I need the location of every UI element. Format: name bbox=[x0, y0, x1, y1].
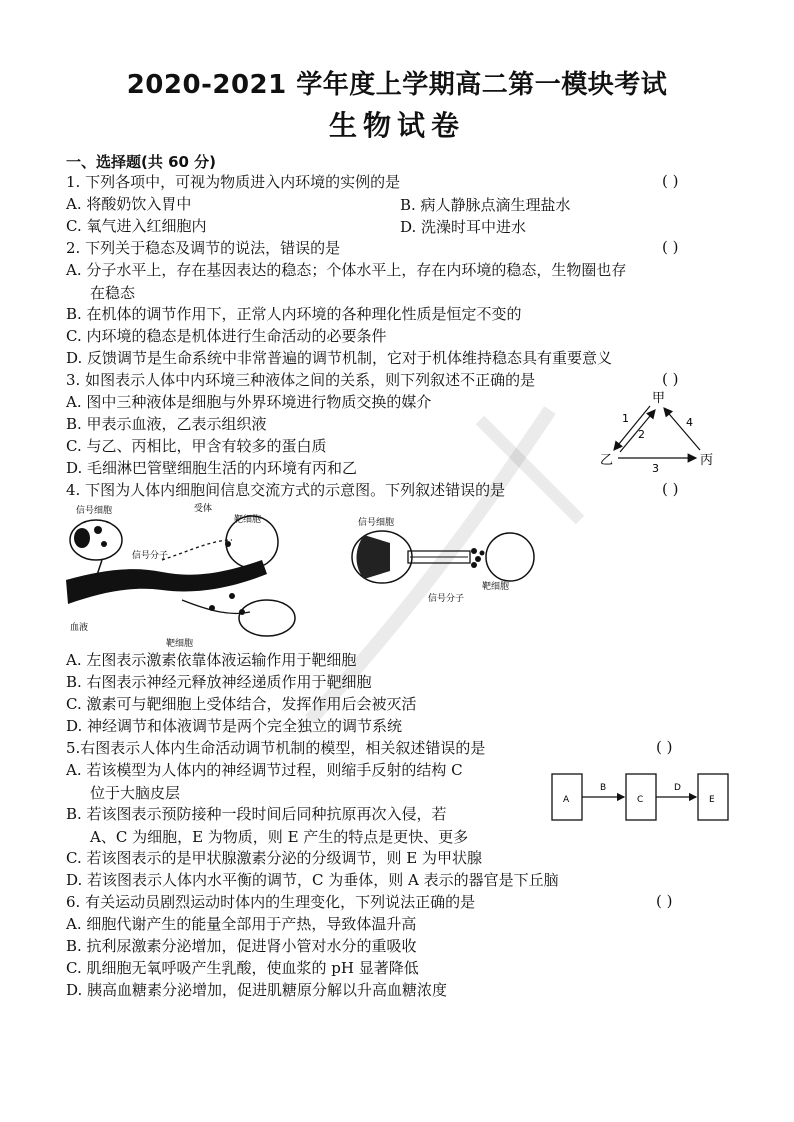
q2-answer-paren: ( ) bbox=[662, 238, 679, 256]
q3-option-b: B. 甲表示血液，乙表示组织液 bbox=[66, 415, 267, 433]
q4l-receptor-label: 受体 bbox=[194, 504, 213, 514]
q6-option-d: D. 胰高血糖素分泌增加，促进肌糖原分解以升高血糖浓度 bbox=[66, 981, 448, 999]
q4l-cell-label: 靶细胞 bbox=[234, 515, 262, 525]
q4-option-d: D. 神经调节和体液调节是两个完全独立的调节系统 bbox=[66, 717, 403, 735]
q3-arrow-2: 2 bbox=[638, 428, 645, 441]
q5-option-d: D. 若该图表示人体内水平衡的调节，C 为垂体，则 A 表示的器官是下丘脑 bbox=[66, 871, 559, 889]
q5-box-a-label: A bbox=[563, 795, 570, 805]
q3-option-c: C. 与乙、丙相比，甲含有较多的蛋白质 bbox=[66, 437, 327, 455]
q2-option-b: B. 在机体的调节作用下，正常人内环境的各种理化性质是恒定不变的 bbox=[66, 305, 522, 323]
q4-right-figure bbox=[350, 515, 550, 615]
q4l-blood-vessel bbox=[66, 560, 267, 604]
q5-option-b-line2: A、C 为细胞，E 为物质，则 E 产生的特点是更快、更多 bbox=[90, 828, 469, 846]
q2-option-c: C. 内环境的稳态是机体进行生命活动的必要条件 bbox=[66, 327, 387, 345]
q4l-target-cell-label: 靶细胞 bbox=[166, 639, 194, 648]
q6-option-b: B. 抗利尿激素分泌增加，促进肾小管对水分的重吸收 bbox=[66, 937, 417, 955]
q3-stem: 3. 如图表示人体中内环境三种液体之间的关系，则下列叙述不正确的是 bbox=[66, 371, 536, 389]
q5-model-diagram bbox=[548, 770, 732, 826]
page-subtitle: 生物试卷 bbox=[328, 109, 465, 142]
q5-option-a-line2: 位于大脑皮层 bbox=[90, 784, 181, 802]
q4-option-b: B. 右图表示神经元释放神经递质作用于靶细胞 bbox=[66, 673, 372, 691]
q4l-blood-label: 血液 bbox=[70, 623, 89, 633]
q6-stem: 6. 有关运动员剧烈运动时体内的生理变化，下列说法正确的是 bbox=[66, 893, 476, 911]
q2-option-a-line1: A. 分子水平上，存在基因表达的稳态；个体水平上，存在内环境的稳态，生物圈也存 bbox=[66, 261, 627, 279]
q5-answer-paren: ( ) bbox=[656, 738, 673, 756]
q3-option-a: A. 图中三种液体是细胞与外界环境进行物质交换的媒介 bbox=[66, 393, 432, 411]
q3-fluid-diagram bbox=[600, 388, 720, 476]
q4l-signal-cell-label: 信号细胞 bbox=[76, 506, 113, 516]
q2-stem: 2. 下列关于稳态及调节的说法，错误的是 bbox=[66, 239, 341, 257]
q3-arrow-3: 3 bbox=[652, 462, 659, 475]
page-title: 2020-2021 学年度上学期高二第一模块考试 bbox=[126, 70, 668, 100]
q4-stem: 4. 下图为人体内细胞间信息交流方式的示意图。下列叙述错误的是 bbox=[66, 481, 506, 499]
q4r-signal-cell-label: 信号细胞 bbox=[358, 518, 395, 528]
q1-answer-paren: ( ) bbox=[662, 172, 679, 190]
q1-option-b: B. 病人静脉点滴生理盐水 bbox=[400, 196, 571, 214]
q5-arrow-b-label: B bbox=[600, 783, 607, 793]
q4l-signal-molecule-label: 信号分子 bbox=[132, 551, 169, 561]
q2-option-d: D. 反馈调节是生命系统中非常普遍的调节机制，它对于机体维持稳态具有重要意义 bbox=[66, 349, 613, 367]
q3-arrow-1: 1 bbox=[622, 412, 629, 425]
section-heading: 一、选择题(共 60 分) bbox=[66, 153, 217, 171]
q5-option-c: C. 若该图表示的是甲状腺激素分泌的分级调节，则 E 为甲状腺 bbox=[66, 849, 482, 867]
q4-option-c: C. 激素可与靶细胞上受体结合，发挥作用后会被灭活 bbox=[66, 695, 417, 713]
q2-option-a-line2: 在稳态 bbox=[90, 284, 136, 302]
q6-option-c: C. 肌细胞无氧呼吸产生乳酸，使血浆的 pH 显著降低 bbox=[66, 959, 419, 977]
q4r-target-cell bbox=[486, 533, 534, 581]
q3-answer-paren: ( ) bbox=[662, 370, 679, 388]
q1-option-a: A. 将酸奶饮入胃中 bbox=[66, 195, 192, 213]
q4r-signal-molecule-label: 信号分子 bbox=[428, 594, 465, 604]
q1-stem: 1. 下列各项中，可视为物质进入内环境的实例的是 bbox=[66, 173, 401, 191]
q6-option-a: A. 细胞代谢产生的能量全部用于产热，导致体温升高 bbox=[66, 915, 417, 933]
q3-node-bing: 丙 bbox=[700, 453, 714, 468]
q1-option-d: D. 洗澡时耳中进水 bbox=[400, 218, 527, 236]
q3-node-yi: 乙 bbox=[600, 453, 614, 468]
q4r-target-cell-label: 靶细胞 bbox=[482, 582, 510, 592]
q5-option-a-line1: A. 若该模型为人体内的神经调节过程，则缩手反射的结构 C bbox=[66, 761, 463, 779]
q5-arrow-d-label: D bbox=[674, 783, 681, 793]
q4-option-a: A. 左图表示激素依靠体液运输作用于靶细胞 bbox=[66, 651, 357, 669]
q1-option-c: C. 氧气进入红细胞内 bbox=[66, 217, 207, 235]
q6-answer-paren: ( ) bbox=[656, 892, 673, 910]
q3-arrow-4: 4 bbox=[686, 416, 693, 429]
q3-node-jia: 甲 bbox=[652, 391, 666, 406]
q3-option-d: D. 毛细淋巴管壁细胞生活的内环境有丙和乙 bbox=[66, 459, 358, 477]
q4-left-figure bbox=[62, 500, 324, 648]
q5-box-e-label: E bbox=[709, 795, 715, 805]
q5-box-c-label: C bbox=[637, 795, 644, 805]
q4-answer-paren: ( ) bbox=[662, 480, 679, 498]
q5-stem: 5.右图表示人体内生命活动调节机制的模型，相关叙述错误的是 bbox=[66, 739, 486, 757]
q4l-target-cell bbox=[239, 600, 295, 636]
q5-option-b-line1: B. 若该图表示预防接种一段时间后同种抗原再次入侵，若 bbox=[66, 805, 447, 823]
